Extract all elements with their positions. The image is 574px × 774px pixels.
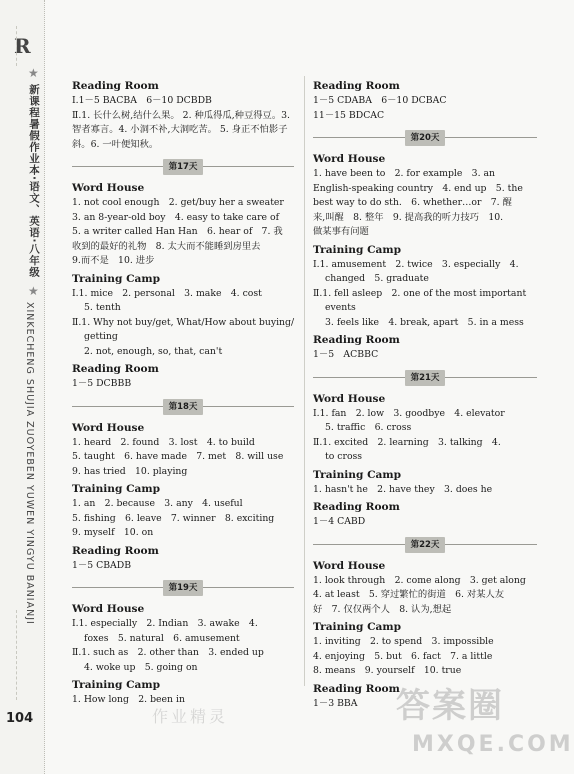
answer-line: 11－15 BDCAC <box>313 109 385 121</box>
answer-line: 5. fishing 6. leave 7. winner 8. exciting <box>72 512 275 524</box>
answer-line: 1. hasn't he 2. have they 3. does he <box>313 483 493 495</box>
section-title: Word House <box>72 603 145 615</box>
answer-line: 1. heard 2. found 3. lost 4. to build <box>72 436 255 448</box>
section-title: Training Camp <box>313 243 402 256</box>
answer-line: events <box>325 302 356 313</box>
answer-line: 9.而不是 10. 进步 <box>72 255 155 266</box>
answer-line: 2. not, enough, so, that, can't <box>84 345 223 357</box>
answer-line: best way to do sth. 6. whether…or 7. 醒 <box>313 197 512 208</box>
answer-line: Ⅰ.1. fan 2. low 3. goodbye 4. elevator <box>313 407 505 419</box>
answer-line: getting <box>84 331 118 342</box>
answer-line: Ⅱ.1. excited 2. learning 3. talking 4. <box>313 436 501 448</box>
sidebar-divider <box>16 610 17 700</box>
answer-line: 5. a writer called Han Han 6. hear of 7. 我 <box>72 226 283 237</box>
answer-line: 4. enjoying 5. but 6. fact 7. a little <box>313 650 493 662</box>
day-header <box>313 130 537 146</box>
answer-line: 1－5 CDABA 6－10 DCBAC <box>313 95 447 106</box>
answer-line: 好 7. 仅仅两个人 8. 认为,想起 <box>313 603 452 615</box>
answer-line: 1. inviting 2. to spend 3. impossible <box>313 636 494 647</box>
answer-line: 1. How long 2. been in <box>72 694 185 705</box>
answer-line: 1－5 DCBBB <box>72 378 132 389</box>
answer-line: 3. feels like 4. break, apart 5. in a mess <box>325 316 524 328</box>
answer-line: 1. not cool enough 2. get/buy her a sweater <box>72 197 284 208</box>
answer-line: 3. an 8-year-old boy 4. easy to take care of <box>72 211 280 223</box>
day-header <box>72 399 294 415</box>
answer-line: 4. woke up 5. going on <box>84 661 198 673</box>
answer-line: 5. taught 6. have made 7. met 8. will use <box>72 451 284 462</box>
watermark-left: 作业精灵 <box>152 707 229 726</box>
answer-line: 1. look through 2. come along 3. get along <box>313 574 526 586</box>
section-title: Reading Room <box>313 80 400 92</box>
day-header <box>313 537 537 553</box>
answer-line: 9. has tried 10. playing <box>72 465 188 477</box>
answer-line: 9. myself 10. on <box>72 527 154 538</box>
watermark-url: MXQE.COM <box>412 732 574 757</box>
section-title: Word House <box>313 153 386 165</box>
sidebar <box>0 0 45 774</box>
section-title: Word House <box>313 559 386 572</box>
section-title: Reading Room <box>72 544 159 557</box>
answer-line: Ⅰ.1－5 BACBA 6－10 DCBDB <box>72 95 212 106</box>
answer-line: Ⅱ.1. such as 2. other than 3. ended up <box>72 647 264 658</box>
section-title: Word House <box>72 182 145 194</box>
answer-column-left <box>72 76 294 708</box>
section-title: Reading Room <box>313 501 400 513</box>
section-title: Training Camp <box>72 272 161 285</box>
day-header <box>313 370 537 386</box>
day-header <box>72 159 294 175</box>
answer-line: Ⅱ.1. 长什么树,结什么果。 2. 种瓜得瓜,种豆得豆。3. 智者寡言。4. 小洞不补,大洞吃苦。 5. 身正不怕影子斜。6. 一叶便知秋。 <box>72 109 291 150</box>
answer-line: changed 5. graduate <box>325 273 429 284</box>
sidebar-divider <box>16 26 17 66</box>
section-title: Training Camp <box>72 483 161 495</box>
day-badge: 第20天 <box>405 130 445 146</box>
watermark-logo: 答案圈 <box>396 686 504 726</box>
answer-line: 8. means 9. yourself 10. true <box>313 665 462 676</box>
day-header <box>72 580 294 596</box>
answer-line: 5. traffic 6. cross <box>325 422 412 433</box>
answer-column-right <box>313 76 537 711</box>
publisher-logo: R <box>14 34 31 58</box>
section-title: Word House <box>72 421 145 434</box>
answer-line: Ⅱ.1. Why not buy/get, What/How about buying/ <box>72 316 295 328</box>
answer-line: 来,叫醒 8. 整年 9. 提高我的听力技巧 10. <box>313 211 504 223</box>
section-title: Reading Room <box>72 80 159 92</box>
answer-line: 做某事有问题 <box>313 226 369 237</box>
day-badge: 第19天 <box>163 580 203 596</box>
answer-line: 1－3 BBA <box>313 697 358 709</box>
answer-line: Ⅰ.1. amusement 2. twice 3. especially 4. <box>313 258 519 270</box>
answer-line: 1－5 CBADB <box>72 559 132 571</box>
day-badge: 第18天 <box>163 399 203 415</box>
answer-line: 1. have been to 2. for example 3. an <box>313 168 496 179</box>
answer-line: foxes 5. natural 6. amusement <box>84 632 240 644</box>
section-title: Reading Room <box>313 334 400 346</box>
book-title-vertical: 新课程暑假作业本·语文、英语·八年级 <box>28 84 40 278</box>
book-title-pinyin-vertical: XINKECHENG SHUJIA ZUOYEBEN YUWEN YINGYU BANIANJI <box>24 302 35 625</box>
day-badge: 第22天 <box>405 537 445 553</box>
section-title: Word House <box>313 392 386 405</box>
section-title: Training Camp <box>313 468 402 481</box>
answer-line: 4. at least 5. 穿过繁忙的街道 6. 对某人友 <box>313 589 505 600</box>
answer-line: Ⅱ.1. fell asleep 2. one of the most important <box>313 287 527 299</box>
star-icon: ★ <box>28 66 39 80</box>
section-title: Training Camp <box>313 621 402 633</box>
answer-line: 1－5 ACBBC <box>313 349 379 360</box>
star-icon: ★ <box>28 284 39 298</box>
answer-line: Ⅰ.1. especially 2. Indian 3. awake 4. <box>72 618 258 629</box>
day-badge: 第21天 <box>405 370 445 386</box>
answer-line: 1. an 2. because 3. any 4. useful <box>72 498 243 509</box>
page-number: 104 <box>6 711 34 726</box>
answer-line: 1－4 CABD <box>313 516 366 527</box>
answer-line: English-speaking country 4. end up 5. the <box>313 182 523 194</box>
answer-line: to cross <box>325 451 363 462</box>
answer-line: 收到的最好的礼物 8. 太大而不能睡到房里去 <box>72 240 261 252</box>
day-badge: 第17天 <box>163 159 203 175</box>
answer-line: 5. tenth <box>84 302 121 313</box>
section-title: Reading Room <box>313 682 400 695</box>
section-title: Reading Room <box>72 363 159 375</box>
answer-line: Ⅰ.1. mice 2. personal 3. make 4. cost <box>72 287 262 299</box>
section-title: Training Camp <box>72 679 161 691</box>
column-divider <box>304 76 305 686</box>
